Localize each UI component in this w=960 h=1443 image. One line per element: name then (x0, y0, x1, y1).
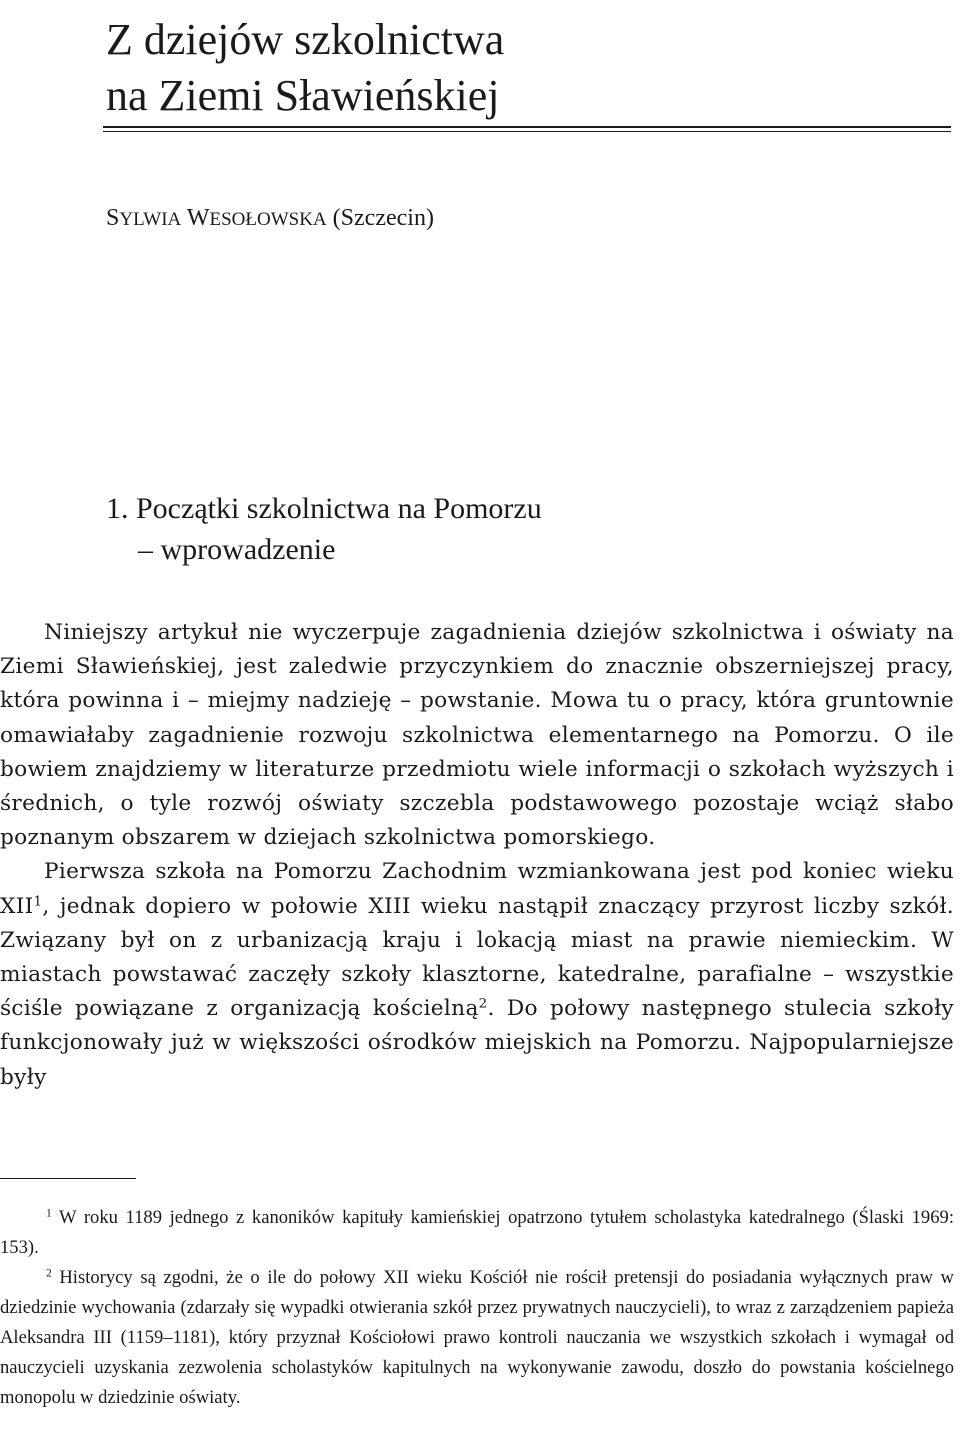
author-last-initial: W (186, 205, 210, 231)
footnote-2 (0, 1263, 954, 1413)
footnote-mark-1: 1 (46, 1207, 52, 1220)
footnote-text-1: W roku 1189 jednego z kanoników kapituły kamieńskiej opatrzono tytułem scholastyka katedralnego (Ślaski 1969: 153). (0, 1207, 954, 1258)
footnotes (0, 1203, 954, 1413)
article-title-line-1: Z dziejów szkolnictwa (106, 15, 505, 64)
title-rule (103, 126, 951, 128)
section-heading (106, 488, 906, 570)
author-first-initial: S (106, 205, 120, 231)
footnote-ref-2[interactable]: 2 (478, 996, 488, 1012)
body-paragraph-1: Niniejszy artykuł nie wyczerpuje zagadnienia dziejów szkolnictwa i oświaty na Ziemi Sławieńskiej, jest zaledwie przyczynkiem do znacznie obszerniejszej pracy, która powinna i – miejmy nadzieję – powstanie. Mowa tu o pracy, która gruntownie omawiałaby zagadnienie rozwoju szkolnictwa elementarnego na Pomorzu. O ile bowiem znajdziemy w literaturze przedmiotu wiele informacji o szkołach wyższych i średnich, o tyle rozwój oświaty szczebla podstawowego pozostaje wciąż słabo poznanym obszarem w dziejach szkolnictwa pomorskiego. (0, 620, 954, 851)
paragraph-2-text-a: Pierwsza szkoła na Pomorzu Zachodnim wzmiankowana jest pod koniec wieku XII (0, 859, 954, 919)
body-text (0, 616, 954, 1095)
title-rule-thin (103, 131, 951, 132)
author-affiliation: (Szczecin) (332, 205, 434, 231)
footnote-1 (0, 1203, 954, 1263)
footnote-separator (0, 1178, 136, 1179)
section-heading-line-2: – wprowadzenie (138, 533, 336, 566)
footnote-mark-2: 2 (46, 1267, 52, 1280)
footnote-text-2: Historycy są zgodni, że o ile do połowy XII wieku Kościół nie rościł pretensji do posiadania wyłącznych praw w dziedzinie wychowania (zdarzały się wypadki otwierania szkół przez prywatnych nauczycieli), to wraz z zarządzeniem papieża Aleksandra III (1159–1181), który przyznał Kościołowi prawo kontroli nauczania we wszystkich szkołach i wymagał od nauczycieli uzyskania zezwolenia scholastyków kapitulnych na wykonywanie zawodu, doszło do powstania kościelnego monopolu w dziedzinie oświaty. (0, 1267, 954, 1408)
author-last-rest: ESOŁOWSKA (209, 209, 327, 230)
article-title-line-2: na Ziemi Sławieńskiej (106, 71, 500, 120)
author-line (106, 203, 434, 235)
section-heading-line-1: 1. Początki szkolnictwa na Pomorzu (106, 492, 542, 525)
footnote-ref-1[interactable]: 1 (33, 894, 43, 910)
author-first-rest: YLWIA (119, 209, 182, 230)
paragraph-2-text-b: , jednak dopiero w połowie XIII wieku nastąpił znaczący przyrost liczby szkół. Związany był on z urbanizacją kraju i lokacją miast na prawie niemieckim. W miastach powstawać zaczęły szkoły klasztorne, katedralne, parafialne – wszystkie ściśle powiązane z organizacją kościelną (0, 893, 954, 1022)
body-paragraph-2 (0, 855, 954, 1094)
paragraph-2-text-c: . Do połowy następnego stulecia szkoły funkcjonowały już w większości ośrodków miejskich na Pomorzu. Najpopularniejsze były (0, 996, 954, 1090)
article-title (106, 12, 936, 124)
